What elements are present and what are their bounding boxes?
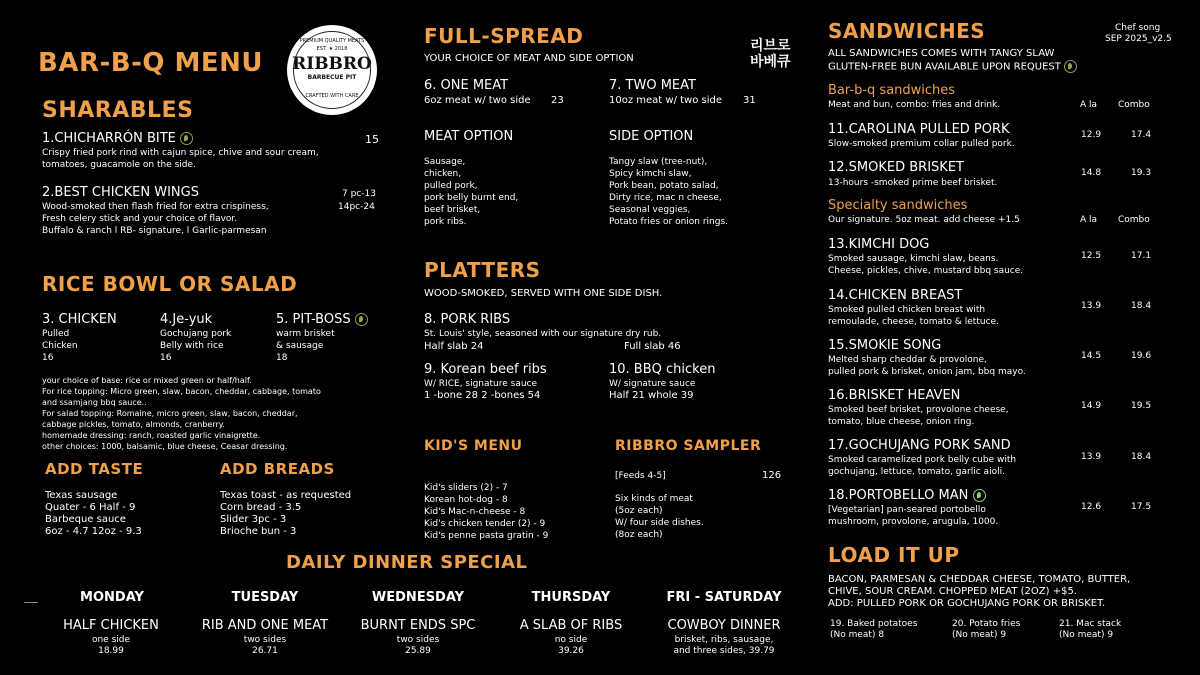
item-desc: tomatoes, guacamole on the side. xyxy=(42,160,196,170)
col-ala: A la xyxy=(1080,215,1098,225)
item-portobello: 18.PORTOBELLO MAN xyxy=(828,488,986,504)
col-ala: A la xyxy=(1080,100,1098,110)
item-desc: W/ RICE, signature sauce xyxy=(424,379,538,389)
item-desc: St. Louis' style, seasoned with our signature dry rub. xyxy=(424,329,662,339)
item-chicken-breast: 14.CHICKEN BREAST xyxy=(828,288,963,303)
taste-line: Texas sausage xyxy=(45,490,118,501)
day-thursday: THURSDAY xyxy=(531,590,611,605)
item-price: 18 xyxy=(276,353,288,363)
wings-price-7: 7 pc-13 xyxy=(342,189,376,199)
daily-price: 39.26 xyxy=(558,646,584,656)
item-price: (No meat) 9 xyxy=(1059,630,1114,640)
platters-sub: WOOD-SMOKED, SERVED WITH ONE SIDE DISH. xyxy=(424,288,663,299)
taste-line: 6oz - 4.7 12oz - 9.3 xyxy=(45,526,142,537)
daily-sub: brisket, ribs, sausage, xyxy=(674,635,774,645)
item-price: 16 xyxy=(160,353,172,363)
item-desc: Smoked caramelized pork belly cube with xyxy=(828,455,1017,465)
item-desc: gochujang, lettuce, tomato, garlic aioli. xyxy=(828,467,1005,477)
meat-option-heading: MEAT OPTION xyxy=(424,129,514,144)
bbq-sandwiches-heading: Bar-b-q sandwiches xyxy=(828,83,956,98)
price-combo: 18.4 xyxy=(1131,452,1152,462)
sharables-heading: SHARABLES xyxy=(42,98,194,123)
daily-price: and three sides, 39.79 xyxy=(673,646,775,656)
price-combo: 17.5 xyxy=(1131,502,1152,512)
item-desc: Smoked pulled chicken breast with xyxy=(828,305,986,315)
day-tuesday: TUESDAY xyxy=(231,590,299,605)
item-baked-potatoes: 19. Baked potatoes xyxy=(830,619,918,629)
item-kimchi-dog: 13.KIMCHI DOG xyxy=(828,237,930,252)
load-line: CHIVE, SOUR CREAM. CHOPPED MEAT (2OZ) +$5. xyxy=(828,586,1077,597)
specialty-sub: Our signature. 5oz meat. add cheese +1.5 xyxy=(828,215,1020,225)
item-price: (No meat) 8 xyxy=(830,630,885,640)
bread-line: Corn bread - 3.5 xyxy=(220,502,302,513)
sampler-price: 126 xyxy=(762,470,782,481)
item-price: (No meat) 9 xyxy=(952,630,1007,640)
item-desc: Slow-smoked premium collar pulled pork. xyxy=(828,139,1015,149)
rice-notes: your choice of base: rice or mixed green or half/half. For rice topping: Micro green, slaw, bacon, cheddar, cabbage, tomato and ssamjang bbq sauce.. For salad topping: Romaine, micro green, slaw, bacon, cheddar, cabbage pickles, tomato, almonds, cranberry. homemade dressing: ranch, roasted garlic vinaigrette. other choices: 1000, balsamic, blue cheese, Ceasar dressing. xyxy=(42,376,321,451)
day-wednesday: WEDNESDAY xyxy=(371,590,465,605)
item-price: Half 21 whole 39 xyxy=(609,390,694,401)
add-breads-heading: ADD BREADS xyxy=(220,460,335,478)
item-desc: warm brisket xyxy=(276,329,335,339)
item-desc: [Vegetarian] pan-seared portobello xyxy=(828,505,986,515)
kids-heading: KID'S MENU xyxy=(424,438,523,454)
bread-line: Slider 3pc - 3 xyxy=(220,514,287,525)
taste-line: Quater - 6 Half - 9 xyxy=(45,502,136,513)
daily-sub: two sides xyxy=(396,635,440,645)
item-desc: Crispy fried pork rind with cajun spice, chive and sour cream, xyxy=(42,148,319,158)
full-spread-sub: YOUR CHOICE OF MEAT AND SIDE OPTION xyxy=(424,53,634,64)
price-ala: 13.9 xyxy=(1081,301,1102,311)
item-desc: 10oz meat w/ two side xyxy=(609,95,723,106)
logo-sub: BARBECUE PIT xyxy=(307,74,357,81)
daily-dish: HALF CHICKEN xyxy=(63,618,159,633)
sampler-lines: Six kinds of meat (5oz each) W/ four side dishes. (8oz each) xyxy=(615,494,704,540)
item-desc: pulled pork & brisket, onion jam, bbq mayo. xyxy=(828,367,1026,377)
item-potato-fries: 20. Potato fries xyxy=(952,619,1021,629)
daily-price: 26.71 xyxy=(252,646,278,656)
gluten-free-icon xyxy=(180,132,193,145)
platters-heading: PLATTERS xyxy=(424,258,541,282)
item-desc: Wood-smoked then flash fried for extra crispiness, xyxy=(42,202,269,212)
item-korean-ribs: 9. Korean beef ribs xyxy=(424,362,547,377)
gluten-free-icon xyxy=(355,313,368,326)
item-chicharron-price: 15 xyxy=(365,133,379,146)
item-jeyuk: 4.Je-yuk xyxy=(160,312,213,327)
menu-title: BAR-B-Q MENU xyxy=(38,48,264,78)
logo-bottom-text: CRAFTED WITH CARE xyxy=(305,93,359,99)
item-desc: Belly with rice xyxy=(160,341,224,351)
taste-line: Barbeque sauce xyxy=(45,514,126,525)
price-ala: 12.5 xyxy=(1081,251,1102,261)
rice-heading: RICE BOWL OR SALAD xyxy=(42,272,298,296)
item-wings: 2.BEST CHICKEN WINGS xyxy=(42,185,199,200)
gluten-free-icon xyxy=(1064,60,1077,73)
item-smokie-song: 15.SMOKIE SONG xyxy=(828,338,942,353)
item-desc: & sausage xyxy=(276,341,324,351)
item-two-meat: 7. TWO MEAT xyxy=(609,78,696,93)
specialty-heading: Specialty sandwiches xyxy=(828,198,968,213)
daily-sub: two sides xyxy=(243,635,287,645)
load-line: ADD: PULLED PORK OR GOCHUJANG PORK OR BRISKET. xyxy=(828,598,1106,609)
price-ala: 14.5 xyxy=(1081,351,1102,361)
daily-price: 25.89 xyxy=(405,646,431,656)
kids-items: Kid's sliders (2) - 7 Korean hot-dog - 8 Kid's Mac-n-cheese - 8 Kid's chicken tender (2) - 9 Kid's penne pasta gratin - 9 xyxy=(424,483,549,541)
side-option-heading: SIDE OPTION xyxy=(609,129,694,144)
item-chicken-bowl: 3. CHICKEN xyxy=(42,312,117,327)
logo-top-text: PREMIUM QUALITY MEATS xyxy=(299,38,365,44)
daily-price: 18.99 xyxy=(98,646,124,656)
sandwiches-heading: SANDWICHES xyxy=(828,19,986,43)
item-desc: Cheese, pickles, chive, mustard bbq sauce. xyxy=(828,266,1024,276)
item-desc: Smoked sausage, kimchi slaw, beans. xyxy=(828,254,999,264)
item-desc: Buffalo & ranch l RB- signature, l Garlic-parmesan xyxy=(42,226,267,236)
item-one-meat: 6. ONE MEAT xyxy=(424,78,509,93)
item-desc: Melted sharp cheddar & provolone, xyxy=(828,355,987,365)
price-ala: 13.9 xyxy=(1081,452,1102,462)
price-combo: 19.3 xyxy=(1131,168,1152,178)
price-ala: 14.9 xyxy=(1081,401,1102,411)
item-desc: Gochujang pork xyxy=(160,329,232,339)
daily-sub: no side xyxy=(554,635,588,645)
item-desc: Fresh celery stick and your choice of flavor. xyxy=(42,214,238,224)
item-desc: remoulade, cheese, tomato & lettuce. xyxy=(828,317,999,327)
divider xyxy=(24,602,38,603)
item-desc: 6oz meat w/ two side xyxy=(424,95,531,106)
meat-options: Sausage, chicken, pulled pork, pork belly burnt end, beef brisket, pork ribs. xyxy=(424,157,519,227)
day-fri-saturday: FRI - SATURDAY xyxy=(666,590,782,605)
price-combo: 19.6 xyxy=(1131,351,1152,361)
item-carolina: 11.CAROLINA PULLED PORK xyxy=(828,122,1010,137)
item-bbq-chicken: 10. BBQ chicken xyxy=(609,362,716,377)
daily-heading: DAILY DINNER SPECIAL xyxy=(286,552,528,573)
item-brisket: 12.SMOKED BRISKET xyxy=(828,160,964,175)
item-chicharron: 1.CHICHARRÓN BITE xyxy=(42,131,193,147)
price-combo: 18.4 xyxy=(1131,301,1152,311)
sampler-heading: RIBBRO SAMPLER xyxy=(615,438,762,454)
vegetarian-icon xyxy=(973,489,986,502)
item-price: 16 xyxy=(42,353,54,363)
item-mac-stack: 21. Mac stack xyxy=(1059,619,1122,629)
daily-dish: BURNT ENDS SPC xyxy=(360,618,476,633)
item-brisket-heaven: 16.BRISKET HEAVEN xyxy=(828,388,961,403)
full-spread-heading: FULL-SPREAD xyxy=(424,24,584,48)
item-desc: Pulled xyxy=(42,329,70,339)
item-desc: Smoked beef brisket, provolone cheese, xyxy=(828,405,1009,415)
price-ala: 12.9 xyxy=(1081,130,1102,140)
col-combo: Combo xyxy=(1118,215,1150,225)
price-combo: 19.5 xyxy=(1131,401,1152,411)
day-monday: MONDAY xyxy=(80,590,144,605)
item-gochujang-sand: 17.GOCHUJANG PORK SAND xyxy=(828,438,1011,453)
price-ala: 12.6 xyxy=(1081,502,1102,512)
menu-version: SEP 2025_v2.5 xyxy=(1105,34,1172,44)
item-price: 1 -bone 28 2 -bones 54 xyxy=(424,390,541,401)
item-price: 31 xyxy=(743,95,756,106)
item-desc: 13-hours -smoked prime beef brisket. xyxy=(828,178,998,188)
sandwich-note: GLUTEN-FREE BUN AVAILABLE UPON REQUEST xyxy=(828,60,1077,74)
side-options: Tangy slaw (tree-nut), Spicy kimchi slaw, Pork bean, potato salad, Dirty rice, mac n cheese, Seasonal veggies, Potato fries or onion rings. xyxy=(609,157,729,227)
load-line: BACON, PARMESAN & CHEDDAR CHEESE, TOMATO, BUTTER, xyxy=(828,574,1131,585)
item-pitboss: 5. PIT-BOSS xyxy=(276,312,368,328)
item-pork-ribs: 8. PORK RIBS xyxy=(424,312,511,327)
korean-logo: 리브로 바베큐 xyxy=(750,38,791,70)
bread-line: Texas toast - as requested xyxy=(220,490,352,501)
add-taste-heading: ADD TASTE xyxy=(45,460,144,478)
ribbro-logo xyxy=(287,25,377,115)
daily-dish: COWBOY DINNER xyxy=(667,618,781,633)
logo-name: RIBBRO xyxy=(292,54,372,74)
wings-price-14: 14pc-24 xyxy=(338,202,375,212)
item-desc: tomato, blue cheese, onion ring. xyxy=(828,417,975,427)
item-desc: mushroom, provolone, arugula, 1000. xyxy=(828,517,999,527)
col-combo: Combo xyxy=(1118,100,1150,110)
bbq-sandwiches-sub: Meat and bun, combo: fries and drink. xyxy=(828,100,1001,110)
item-desc: Chicken xyxy=(42,341,78,351)
item-desc: W/ signature sauce xyxy=(609,379,696,389)
item-price: Full slab 46 xyxy=(624,341,681,352)
daily-sub: one side xyxy=(91,635,131,645)
chef-signature: Chef song xyxy=(1115,23,1161,33)
sampler-feeds: [Feeds 4-5] xyxy=(615,471,666,481)
load-heading: LOAD IT UP xyxy=(828,543,960,567)
price-combo: 17.1 xyxy=(1131,251,1152,261)
item-price: Half slab 24 xyxy=(424,341,484,352)
daily-dish: A SLAB OF RIBS xyxy=(519,618,623,633)
price-ala: 14.8 xyxy=(1081,168,1102,178)
logo-est-text: EST. ★ 2018 xyxy=(316,46,348,52)
price-combo: 17.4 xyxy=(1131,130,1152,140)
item-price: 23 xyxy=(551,95,564,106)
bread-line: Brioche bun - 3 xyxy=(220,526,297,537)
daily-dish: RIB AND ONE MEAT xyxy=(201,618,329,633)
sandwich-note: ALL SANDWICHES COMES WITH TANGY SLAW xyxy=(828,48,1055,59)
